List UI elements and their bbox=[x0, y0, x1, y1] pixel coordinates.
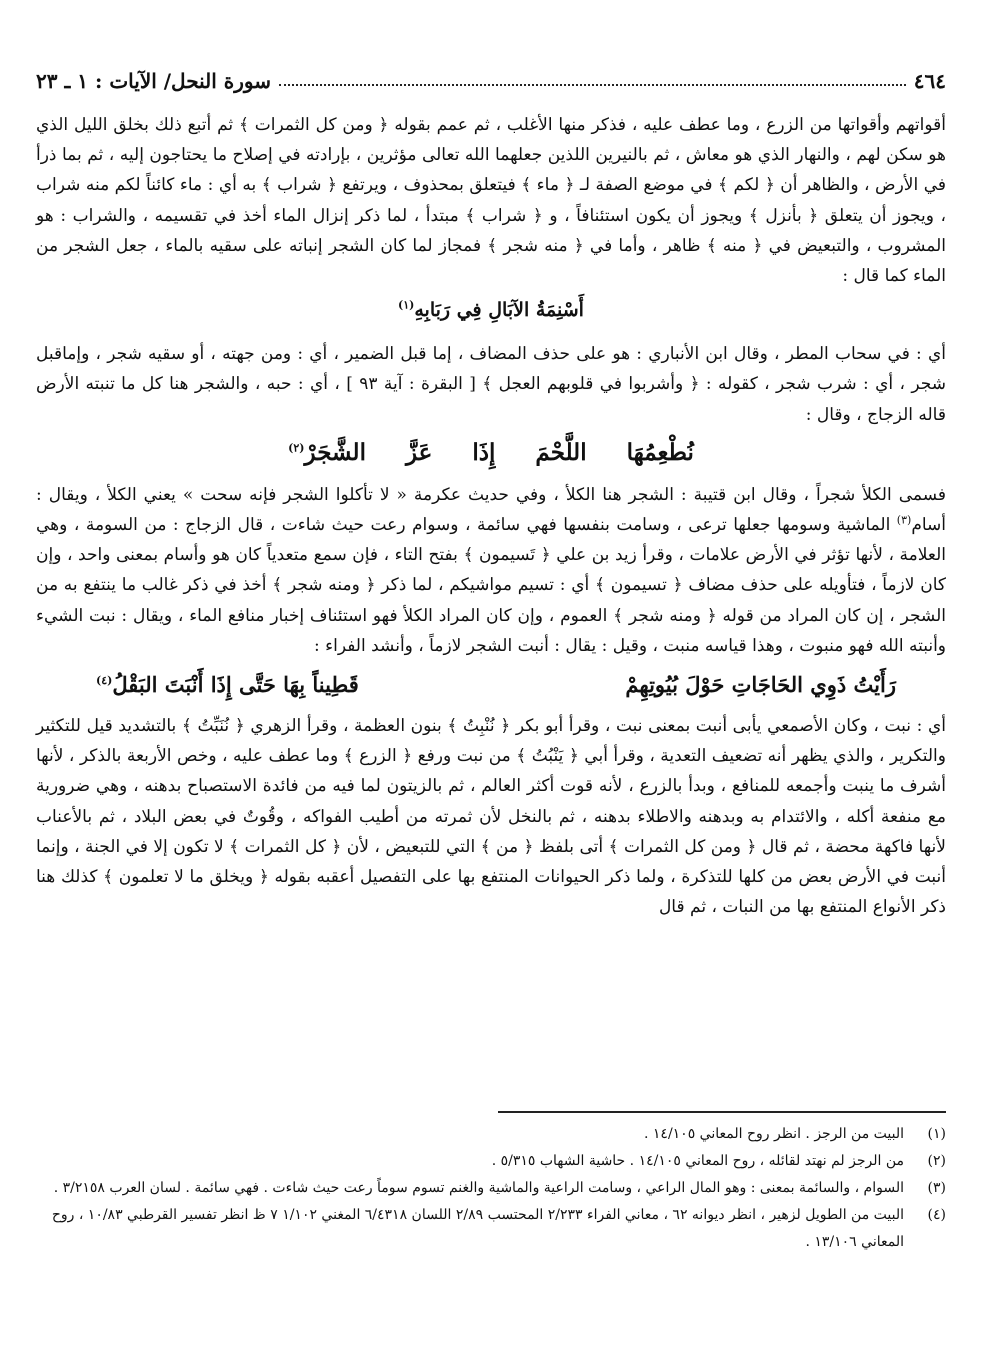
verse-3-second-hemistich bbox=[96, 661, 359, 711]
main-text bbox=[36, 110, 946, 922]
header-dotted-leader bbox=[279, 84, 906, 86]
footnotes bbox=[36, 1121, 946, 1256]
footnote-number: (٣) bbox=[927, 1180, 946, 1196]
paragraph-3 bbox=[36, 480, 946, 661]
footnote-2 bbox=[36, 1148, 946, 1175]
verse-3-first-hemistich: رَأَيْتُ ذَوِي الحَاجَاتِ حَوْلَ بُيُوتِهِمْ bbox=[625, 672, 896, 698]
footnote-text: البيت من الرجز . انظر روح المعاني ١٤/١٠٥ . bbox=[644, 1126, 904, 1142]
footnote-separator bbox=[498, 1111, 946, 1113]
footnote-ref-4: (٤) bbox=[96, 674, 113, 688]
footnote-number: (١) bbox=[927, 1126, 946, 1142]
footnote-1 bbox=[36, 1121, 946, 1148]
footnote-ref-2: (٢) bbox=[288, 441, 305, 455]
page-number: ٤٦٤ bbox=[913, 69, 946, 93]
paragraph-3-start: فسمى الكلأ شجراً ، وقال ابن قتيبة : الشجر هنا الكلأ ، وفي حديث عكرمة « لا تأكلوا الشجر فإنه سحت » يعني الكلأ ، ويقال : أسام bbox=[36, 484, 946, 536]
verse-3 bbox=[36, 661, 946, 711]
footnote-text: البيت من الطويل لزهير ، انظر ديوانه ٦٢ ، معاني الفراء ٢/٢٣٣ المحتسب ٢/٨٩ اللسان ٦/٤٣١٨ المغني ١/١٠٢ ٧ ظ انظر تفسير القرطبي ١٠/٨٣ ، روح المعاني ١٣/١٠٦ . bbox=[51, 1207, 904, 1250]
verse-1-text: أَسْنِمَةُ الآبَالِ فِي رَبَابِهِ bbox=[414, 299, 584, 322]
page-header bbox=[36, 64, 946, 98]
footnote-text: السوام ، والسائمة بمعنى : وهو المال الراعي ، وسامت الراعية والماشية والغنم تسوم سوماً رعت حيث شاءت . فهي سائمة . لسان العرب ٣/٢١٥٨ . bbox=[53, 1180, 904, 1196]
paragraph-3-rest: الماشية وسومها جعلها ترعى ، وسامت بنفسها فهي سائمة ، وسوام رعت حيث شاءت ، قال الزجاج : من السومة ، وهي العلامة ، لأنها تؤثر في الأرض علامات ، وقرأ زيد بن علي ﴿ تَسيمون ﴾ بفتح التاء ، فإن سمع متعدياً كان هو وأسام بمعنى واحد ، وإن كان لازماً ، فتأويله على حذف مضاف ﴿ تسيمون ﴾ أي : تسيم مواشيكم ، لما ذكر ﴿ ومنه شجر ﴾ أخذ في ذكر غالب ما ينتفع به من الشجر ، إن كان المراد من قوله ﴿ ومنه شجر ﴾ العموم ، وإن كان المراد الكلأ فهو استئناف إخبار منافع الماء ، ويقال : نبت الشيء وأنبته الله فهو منبوت ، وهذا قياسه منبت ، وقيل : يقال : أنبت الشجر لازماً ، وأنشد الفراء : bbox=[36, 515, 946, 656]
paragraph-1: أقواتهم وأقواتها من الزرع ، وما عطف عليه ، فذكر منها الأغلب ، ثم عمم بقوله ﴿ ومن كل الثمرات ﴾ ثم أتبع ذلك بخلق الليل الذي هو سكن لهم ، والنهار الذي هو معاش ، ثم بالنيرين اللذين جعلهما الله تعالى مؤثرين ، بإرادته في إصلاح ما يحتاجون إليه ، ثم بما ذرأ في الأرض ، والظاهر أن ﴿ لكم ﴾ في موضع الصفة لـ ﴿ ماء ﴾ فيتعلق بمحذوف ، ويرتفع ﴿ شراب ﴾ به أي : ماء كائناً لكم منه شراب ، ويجوز أن يتعلق ﴿ بأنزل ﴾ ويجوز أن يكون استئنافاً ، و ﴿ شراب ﴾ مبتدأ ، لما ذكر إنزال الماء أخذ في تقسيمه ، والشراب : هو المشروب ، والتبعيض في ﴿ منه ﴾ ظاهر ، وأما في ﴿ منه شجر ﴾ فمجاز لما كان الشجر إنباته على سقيه بالماء ، جعل الشجر من الماء كما قال : bbox=[36, 115, 946, 287]
section-title: سورة النحل/ الآيات : ١ ـ ٢٣ bbox=[36, 69, 271, 93]
verse-3-second-text: قَطِيناً بِهَا حَتَّى إِذَا أَنْبَتَ البَقْلُ bbox=[112, 672, 359, 698]
paragraph-2: أي : في سحاب المطر ، وقال ابن الأنباري : هو على حذف المضاف ، إما قبل الضمير ، أي : ومن جهته ، أو سقيه شجر ، وإماقبل شجر ، أي : شرب شجر ، كقوله : ﴿ وأشربوا في قلوبهم العجل ﴾ [ البقرة : آية ٩٣ ] ، أي : حبه ، والشجر هنا كل ما تنبته الأرض قاله الزجاج ، وقال : bbox=[36, 344, 946, 425]
footnote-ref-1: (١) bbox=[398, 298, 415, 312]
verse-2 bbox=[36, 430, 946, 480]
spacer bbox=[36, 329, 946, 339]
verse-2-text: نُطْعِمُهَا اللَّحْمَ إِذَا عَزَّ الشَّجَرْ bbox=[304, 438, 694, 466]
footnote-ref-3: (٣) bbox=[896, 513, 912, 527]
footnote-4 bbox=[36, 1202, 946, 1256]
footnote-3 bbox=[36, 1175, 946, 1202]
footnote-number: (٤) bbox=[927, 1207, 946, 1223]
footnote-number: (٢) bbox=[927, 1153, 946, 1169]
paragraph-4: أي : نبت ، وكان الأصمعي يأبى أنبت بمعنى نبت ، وقرأ أبو بكر ﴿ نُنْبِتُ ﴾ بنون العظمة ، وقرأ الزهري ﴿ نُنَبِّتُ ﴾ بالتشديد قيل للتكثير والتكرير ، والذي يظهر أنه تضعيف التعدية ، وقرأ أبي ﴿ يَنْبُتُ ﴾ من نبت ورفع ﴿ الزرع ﴾ وما عطف عليه ، وخص الأربعة بالذكر ، لأنها أشرف ما ينبت وأجمعه للمنافع ، وبدأ بالزرع ، لأنه قوت أكثر العالم ، ثم بالزيتون لما فيه من فائدة الاستصباح بدهنه ، وهي ضرورية مع منفعة أكله ، والائتدام به وبدهنه والاطلاء بدهنه ، ثم بالنخل لأن ثمرته من أطيب الفواكه ، وقُوتٌ في بعض البلاد ، ثم بالأعناب لأنها فاكهة محضة ، ثم قال ﴿ ومن كل الثمرات ﴾ أتى بلفظ ﴿ من ﴾ التي للتبعيض ، لأن ﴿ كل الثمرات ﴾ لا تكون إلا في الجنة ، وإنما أنبت في الأرض بعض من كلها للتذكرة ، ولما ذكر الحيوانات المنتفع بها على التفصيل أعقبه بقوله ﴿ ويخلق ما لا تعلمون ﴾ كذلك هنا ذكر الأنواع المنتفع بها من النبات ، ثم قال bbox=[36, 716, 946, 918]
verse-1 bbox=[36, 291, 946, 329]
footnote-text: من الرجز لم نهتد لقائله ، روح المعاني ١٤/١٠٥ . حاشية الشهاب ٥/٣١٥ . bbox=[491, 1153, 904, 1169]
